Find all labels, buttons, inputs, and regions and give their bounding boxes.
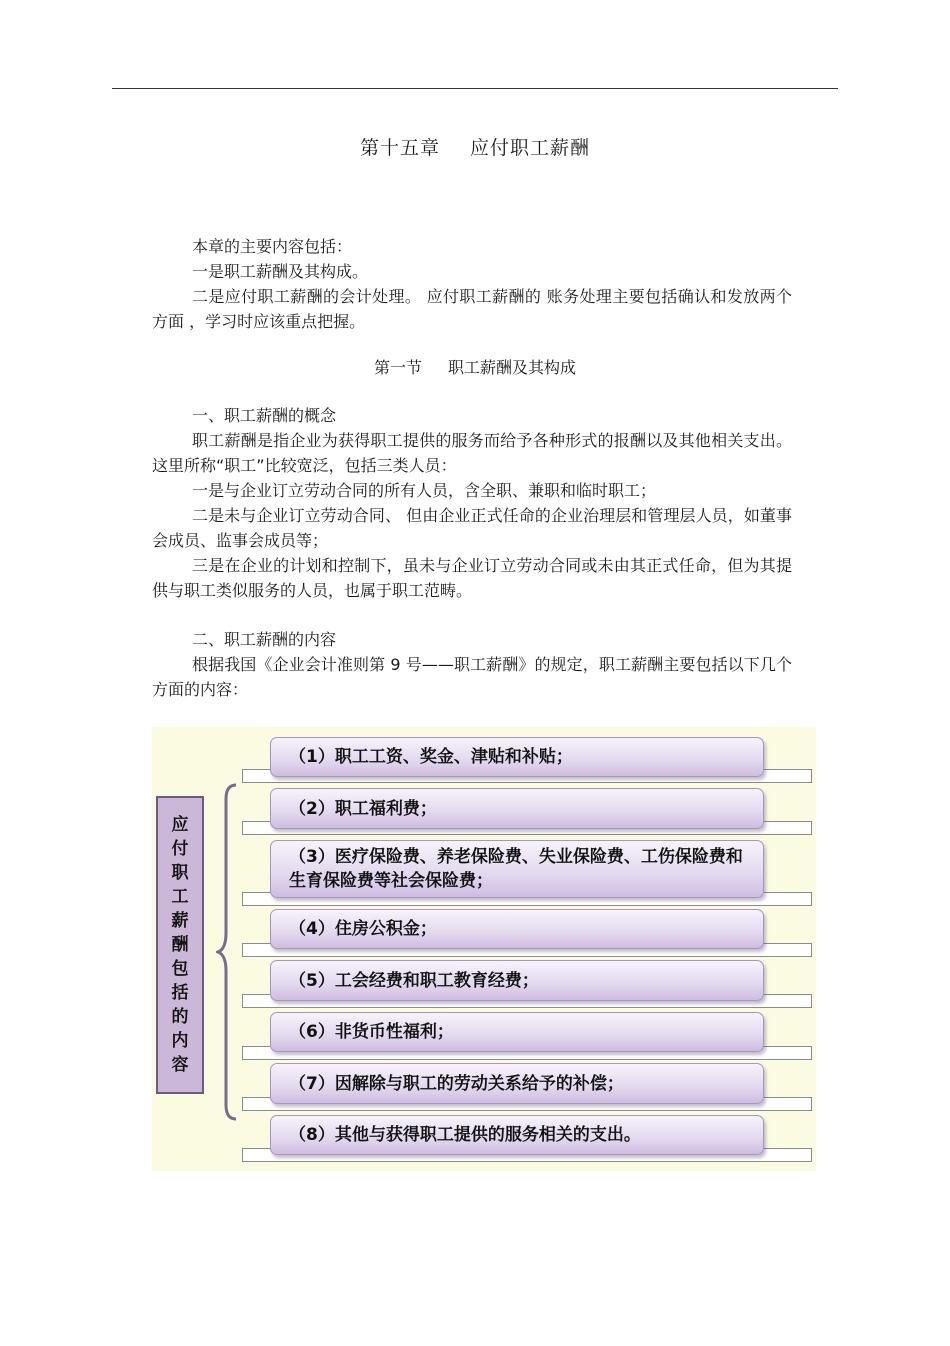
label-char: 包	[171, 959, 189, 979]
section-number: 第一节	[373, 358, 422, 377]
diagram-vertical-label	[156, 796, 204, 1094]
label-char: 内	[171, 1031, 189, 1051]
item-box-3: （3）医疗保险费、养老保险费、失业保险费、工伤保险费和生育保险费等社会保险费；	[270, 840, 764, 898]
item-box-4: （4）住房公积金；	[270, 909, 764, 949]
concept-block	[152, 403, 792, 603]
content-block	[152, 627, 792, 702]
label-char: 括	[171, 983, 189, 1003]
concept-paragraph: 一是与企业订立劳动合同的所有人员，含全职、兼职和临时职工；	[192, 481, 657, 500]
content-paragraph: 根据我国《企业会计准则第 9 号——职工薪酬》的规定，职工薪酬主要包括以下几个方面的内容：	[152, 655, 792, 699]
intro-line: 一是职工薪酬及其构成。	[192, 262, 369, 281]
content-heading: 二、职工薪酬的内容	[192, 630, 337, 649]
chapter-title	[0, 133, 950, 160]
salary-components-diagram	[152, 727, 816, 1171]
concept-paragraph: 职工薪酬是指企业为获得职工提供的服务而给予各种形式的报酬以及其他相关支出。这里所称“职工”比较宽泛，包括三类人员：	[152, 431, 792, 475]
label-char: 容	[171, 1055, 189, 1075]
label-char: 酬	[171, 935, 189, 955]
intro-block	[152, 234, 792, 334]
chapter-number: 第十五章	[359, 137, 440, 159]
concept-paragraph: 二是未与企业订立劳动合同、 但由企业正式任命的企业治理层和管理层人员，如董事会成员、监事会成员等；	[152, 506, 792, 550]
header-rule	[112, 88, 838, 89]
item-box-7: （7）因解除与职工的劳动关系给予的补偿；	[270, 1063, 764, 1104]
item-box-5: （5）工会经费和职工教育经费；	[270, 960, 764, 1001]
section-title	[0, 355, 950, 378]
chapter-name: 应付职工薪酬	[470, 137, 591, 159]
intro-line: 本章的主要内容包括：	[192, 237, 353, 256]
label-char: 付	[171, 839, 189, 859]
item-box-1: （1）职工工资、奖金、津贴和补贴；	[270, 737, 764, 777]
label-char: 工	[171, 887, 189, 907]
label-char: 的	[171, 1007, 189, 1027]
section-name: 职工薪酬及其构成	[448, 358, 577, 377]
label-char: 薪	[171, 911, 189, 931]
label-char: 应	[171, 815, 189, 835]
concept-heading: 一、职工薪酬的概念	[192, 406, 337, 425]
item-box-6: （6）非货币性福利；	[270, 1012, 764, 1052]
concept-paragraph: 三是在企业的计划和控制下，虽未与企业订立劳动合同或未由其正式任命，但为其提供与职工类似服务的人员，也属于职工范畴。	[152, 556, 792, 600]
label-char: 职	[171, 863, 189, 883]
item-box-8: （8）其他与获得职工提供的服务相关的支出。	[270, 1115, 764, 1155]
item-box-2: （2）职工福利费；	[270, 788, 764, 829]
intro-line: 二是应付职工薪酬的会计处理。 应付职工薪酬的 账务处理主要包括确认和发放两个方面 ，学习时应该重点把握。	[152, 287, 792, 331]
curly-brace	[216, 783, 240, 1121]
